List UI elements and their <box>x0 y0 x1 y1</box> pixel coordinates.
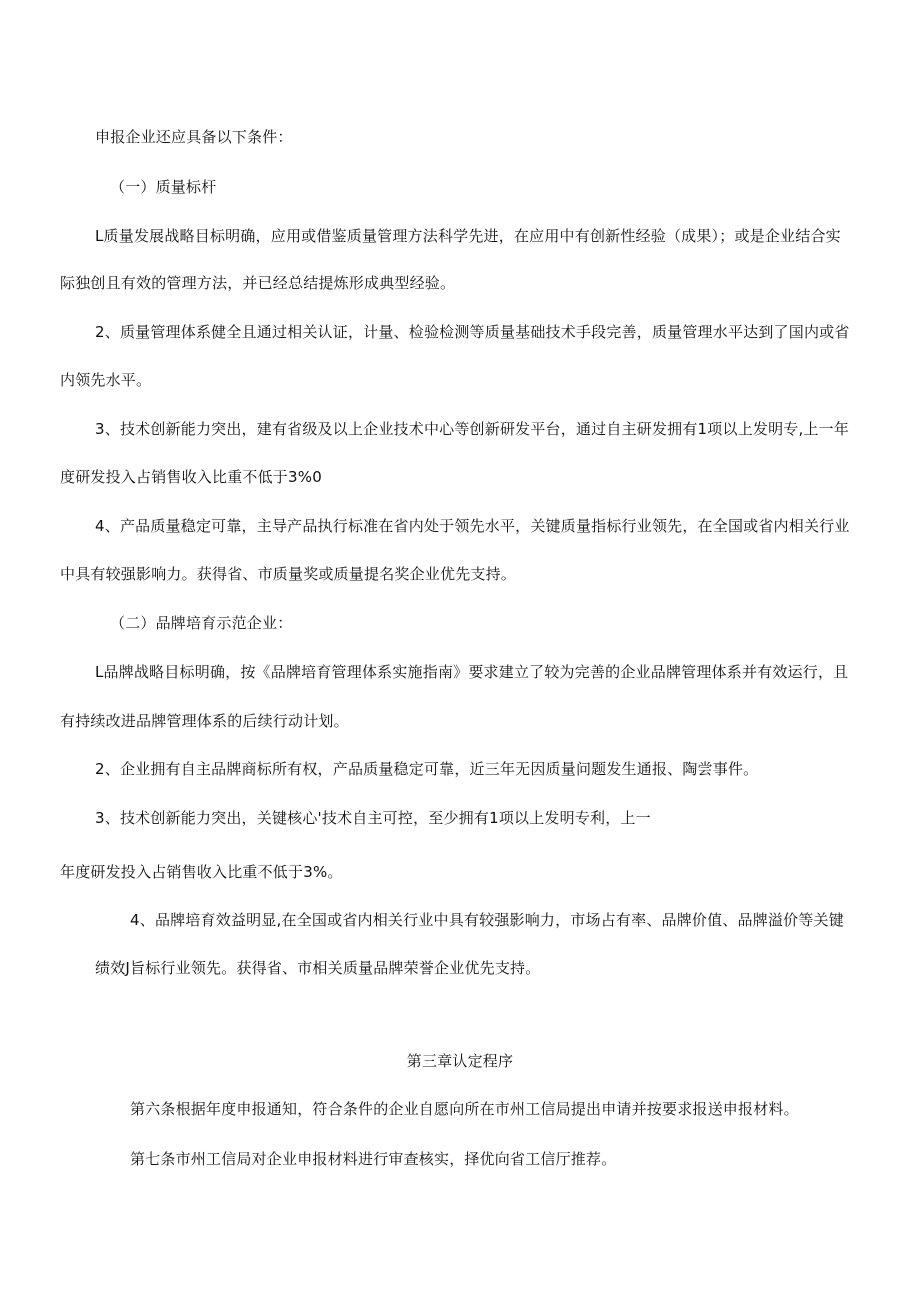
paragraph-line: 3、技术创新能力突出，关键核心'技术自主可控，至少拥有1项以上发明专利，上一 <box>95 809 651 827</box>
paragraph-line: 4、产品质量稳定可靠，主导产品执行标准在省内处于领先水平，关键质量指标行业领先，在全国或省内相关行业 <box>95 517 850 535</box>
paragraph-line: 中具有较强影响力。获得省、市质量奖或质量提名奖企业优先支持。 <box>60 565 517 583</box>
paragraph-line: 2、企业拥有自主品牌商标所有权，产品质量稳定可靠，近三年无因质量问题发生通报、陶尝事件。 <box>95 760 759 778</box>
section-heading-brand: （二）品牌培育示范企业： <box>110 614 293 632</box>
paragraph-line: 绩效J旨标行业领先。获得省、市相关质量品牌荣誉企业优先支持。 <box>95 959 541 977</box>
paragraph-line: L品牌战略目标明确，按《品牌培育管理体系实施指南》要求建立了较为完善的企业品牌管理体系并有效运行，且 <box>95 663 849 681</box>
paragraph-line: 有持续改进品牌管理体系的后续行动计划。 <box>60 712 349 730</box>
paragraph-line: L质量发展战略目标明确，应用或借鉴质量管理方法科学先进，在应用中有创新性经验（成果）；或是企业结合实 <box>95 227 841 245</box>
paragraph-line: 2、质量管理体系健全且通过相关认证，计量、检验检测等质量基础技术手段完善，质量管理水平达到了国内或省 <box>95 323 850 341</box>
chapter-title: 第三章认定程序 <box>406 1052 514 1070</box>
section-heading-quality: （一）质量标杆 <box>110 178 217 196</box>
intro-line: 申报企业还应具备以下条件： <box>95 128 293 146</box>
paragraph-line: 年度研发投入占销售收入比重不低于3%。 <box>60 863 343 881</box>
article-line: 第七条市州工信局对企业申报材料进行审查核实，择优向省工信厅推荐。 <box>130 1150 617 1168</box>
paragraph-line: 3、技术创新能力突出，建有省级及以上企业技术中心等创新研发平台，通过自主研发拥有1项以上发明专,上一年 <box>95 420 850 438</box>
paragraph-line: 际独创且有效的管理方法，并已经总结提炼形成典型经验。 <box>60 274 456 292</box>
article-line: 第六条根据年度申报通知，符合条件的企业自愿向所在市州工信局提出申请并按要求报送申报材料。 <box>130 1100 799 1118</box>
paragraph-line: 4、品牌培育效益明显,在全国或省内相关行业中具有较强影响力，市场占有率、品牌价值、品牌溢价等关键 <box>130 911 844 929</box>
paragraph-line: 度研发投入占销售收入比重不低于3%0 <box>60 468 322 486</box>
paragraph-line: 内领先水平。 <box>60 371 152 389</box>
